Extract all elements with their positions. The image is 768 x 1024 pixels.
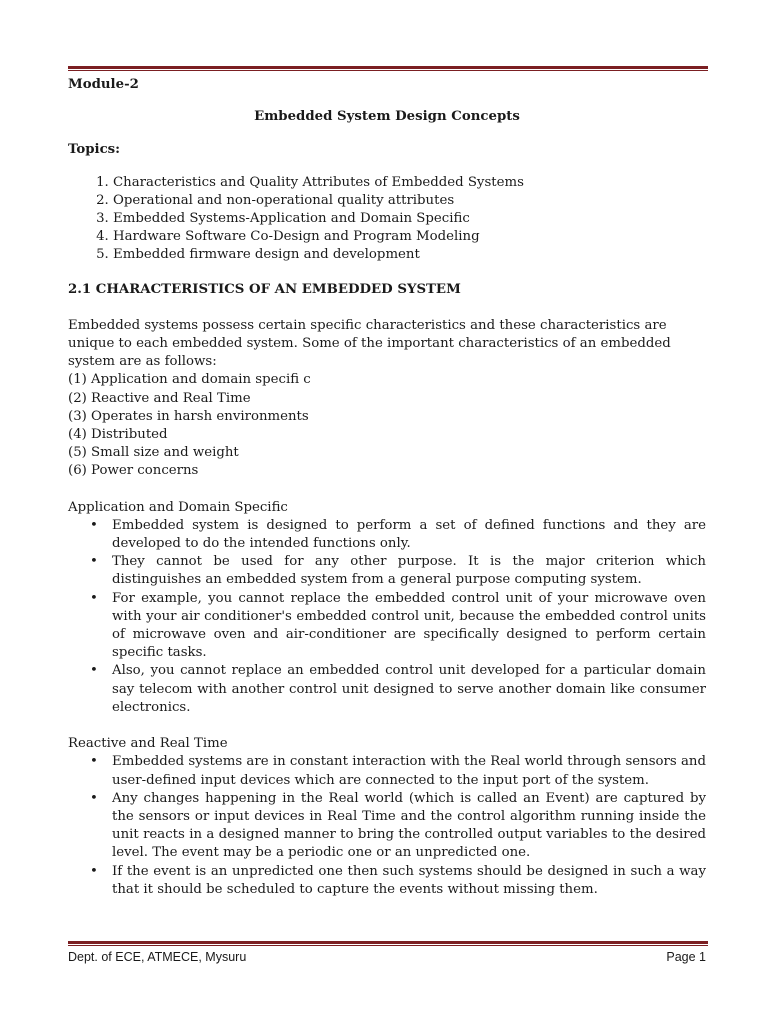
- subsection-heading-reactive: Reactive and Real Time: [68, 736, 228, 752]
- characteristic-item: (5) Small size and weight: [68, 445, 239, 461]
- header-rule: [68, 66, 708, 69]
- section-heading: 2.1 CHARACTERISTICS OF AN EMBEDDED SYSTEM: [68, 281, 461, 297]
- topic-item: 3. Embedded Systems-Application and Domain Specific: [113, 210, 706, 228]
- subsection-heading-application: Application and Domain Specific: [68, 499, 288, 515]
- characteristic-item: (1) Application and domain specifi c: [68, 372, 311, 388]
- topic-item: 1. Characteristics and Quality Attributes of Embedded Systems: [113, 174, 706, 192]
- characteristic-item: (4) Distributed: [68, 427, 168, 443]
- bullet-item: • Embedded system is designed to perform a set of defined functions and they are developed to do the intended functions only.: [112, 517, 706, 553]
- bullet-list-application: [68, 517, 706, 717]
- topics-list: [68, 174, 706, 265]
- bullet-item: • For example, you cannot replace the embedded control unit of your microwave oven with your air conditioner's embedded control unit, because the embedded control units of microwave oven and air-conditioner are specifically designed to perform certain specific tasks.: [112, 590, 706, 663]
- topic-item: 4. Hardware Software Co-Design and Program Modeling: [113, 228, 706, 246]
- page-footer: [68, 950, 706, 964]
- footer-rule: [68, 941, 708, 944]
- bullet-item: • Also, you cannot replace an embedded control unit developed for a particular domain say telecom with another control unit designed to serve another domain like consumer electronics.: [112, 662, 706, 717]
- bullet-item: • Embedded systems are in constant interaction with the Real world through sensors and user-defined input devices which are connected to the input port of the system.: [112, 753, 706, 789]
- bullet-item: • If the event is an unpredicted one then such systems should be designed in such a way that it should be scheduled to capture the events without missing them.: [112, 863, 706, 899]
- topic-item: 5. Embedded firmware design and development: [113, 246, 706, 264]
- page-content: [68, 76, 706, 899]
- characteristic-item: (3) Operates in harsh environments: [68, 408, 309, 424]
- topics-heading: Topics:: [68, 142, 121, 158]
- footer-rule-thin: [68, 945, 708, 946]
- characteristic-item: (2) Reactive and Real Time: [68, 390, 251, 406]
- bullet-item: • They cannot be used for any other purpose. It is the major criterion which distinguishes an embedded system from a general purpose computing system.: [112, 553, 706, 589]
- characteristic-item: (6) Power concerns: [68, 463, 199, 479]
- module-label: Module-2: [68, 77, 139, 92]
- header-rule-thin: [68, 70, 708, 71]
- footer-department: Dept. of ECE, ATMECE, Mysuru: [68, 950, 247, 964]
- topic-item: 2. Operational and non-operational quality attributes: [113, 192, 706, 210]
- bullet-item: • Any changes happening in the Real world (which is called an Event) are captured by the sensors or input devices in Real Time and the control algorithm running inside the unit reacts in a designed manner to bring the controlled output variables to the desired level. The event may be a periodic one or an unpredicted one.: [112, 790, 706, 863]
- section-intro: Embedded systems possess certain specific characteristics and these characteristics are unique to each embedded system. Some of the important characteristics of an embedded system are as follows:: [68, 317, 671, 370]
- page-number: Page 1: [666, 950, 706, 964]
- bullet-list-reactive: [68, 753, 706, 899]
- document-title: Embedded System Design Concepts: [254, 109, 520, 125]
